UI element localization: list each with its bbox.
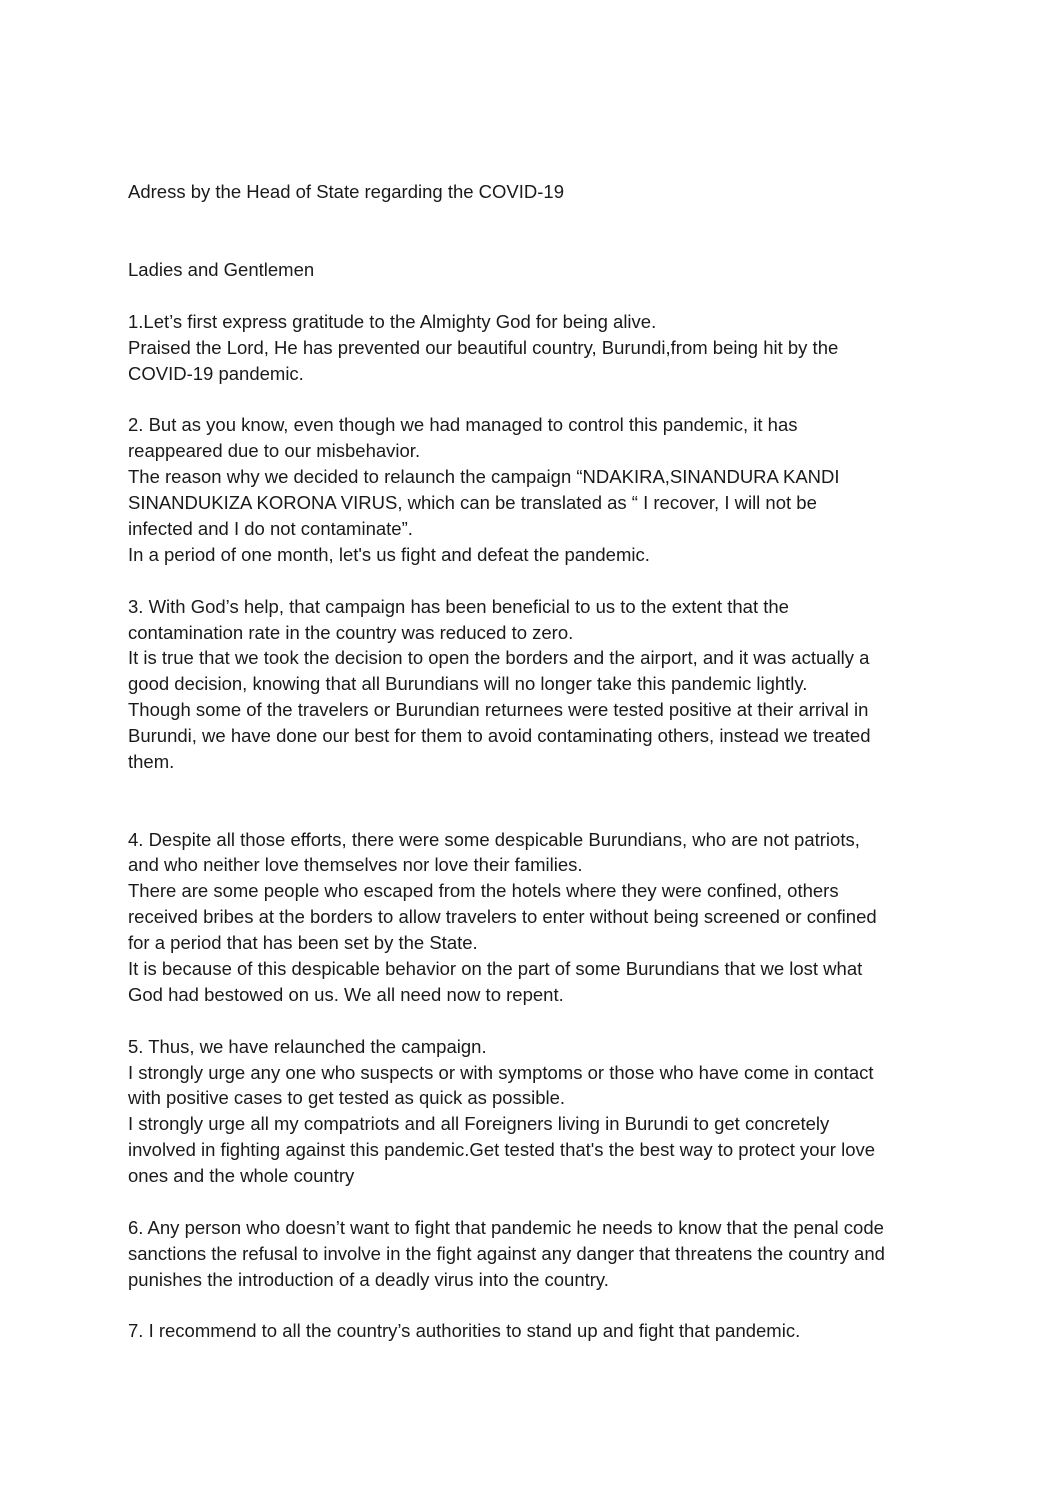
text-line: involved in fighting against this pandemic.Get tested that's the best way to protect your love <box>128 1139 876 1160</box>
text-line: In a period of one month, let's us fight and defeat the pandemic. <box>128 544 650 565</box>
text-line: 3. With God’s help, that campaign has been beneficial to us to the extent that the <box>128 596 789 617</box>
salutation: Ladies and Gentlemen <box>128 259 315 280</box>
text-line: SINANDUKIZA KORONA VIRUS, which can be translated as “ I recover, I will not be <box>128 492 817 513</box>
text-line: I strongly urge all my compatriots and all Foreigners living in Burundi to get concretely <box>128 1113 830 1134</box>
text-line: Burundi, we have done our best for them to avoid contaminating others, instead we treated <box>128 725 871 746</box>
document-title: Adress by the Head of State regarding the COVID-19 <box>128 181 565 202</box>
text-line: good decision, knowing that all Burundians will no longer take this pandemic lightly. <box>128 673 808 694</box>
text-line: 2. But as you know, even though we had managed to control this pandemic, it has <box>128 414 798 435</box>
text-line: infected and I do not contaminate”. <box>128 518 413 539</box>
text-line: 4. Despite all those efforts, there were some despicable Burundians, who are not patriots, <box>128 829 860 850</box>
text-line: COVID-19 pandemic. <box>128 363 304 384</box>
text-line: sanctions the refusal to involve in the fight against any danger that threatens the country and <box>128 1243 885 1264</box>
text-line: 7. I recommend to all the country’s authorities to stand up and fight that pandemic. <box>128 1320 801 1341</box>
text-line: contamination rate in the country was reduced to zero. <box>128 622 574 643</box>
text-line: There are some people who escaped from the hotels where they were confined, others <box>128 880 839 901</box>
text-line: received bribes at the borders to allow travelers to enter without being screened or confined <box>128 906 877 927</box>
text-line: It is true that we took the decision to open the borders and the airport, and it was actually a <box>128 647 870 668</box>
text-line: The reason why we decided to relaunch the campaign “NDAKIRA,SINANDURA KANDI <box>128 466 840 487</box>
text-line: 6. Any person who doesn’t want to fight that pandemic he needs to know that the penal code <box>128 1217 884 1238</box>
text-line: ones and the whole country <box>128 1165 355 1186</box>
text-line: punishes the introduction of a deadly virus into the country. <box>128 1269 609 1290</box>
text-line: 5. Thus, we have relaunched the campaign. <box>128 1036 487 1057</box>
text-line: with positive cases to get tested as quick as possible. <box>128 1087 566 1108</box>
text-line: reappeared due to our misbehavior. <box>128 440 421 461</box>
text-line: Though some of the travelers or Burundian returnees were tested positive at their arrival in <box>128 699 869 720</box>
text-line: for a period that has been set by the State. <box>128 932 478 953</box>
text-line: God had bestowed on us. We all need now to repent. <box>128 984 564 1005</box>
text-line: and who neither love themselves nor love their families. <box>128 854 583 875</box>
text-line: Praised the Lord, He has prevented our beautiful country, Burundi,from being hit by the <box>128 337 839 358</box>
text-line: them. <box>128 751 175 772</box>
text-line: It is because of this despicable behavior on the part of some Burundians that we lost what <box>128 958 863 979</box>
text-line: 1.Let’s first express gratitude to the Almighty God for being alive. <box>128 311 657 332</box>
text-line: I strongly urge any one who suspects or with symptoms or those who have come in contact <box>128 1062 874 1083</box>
